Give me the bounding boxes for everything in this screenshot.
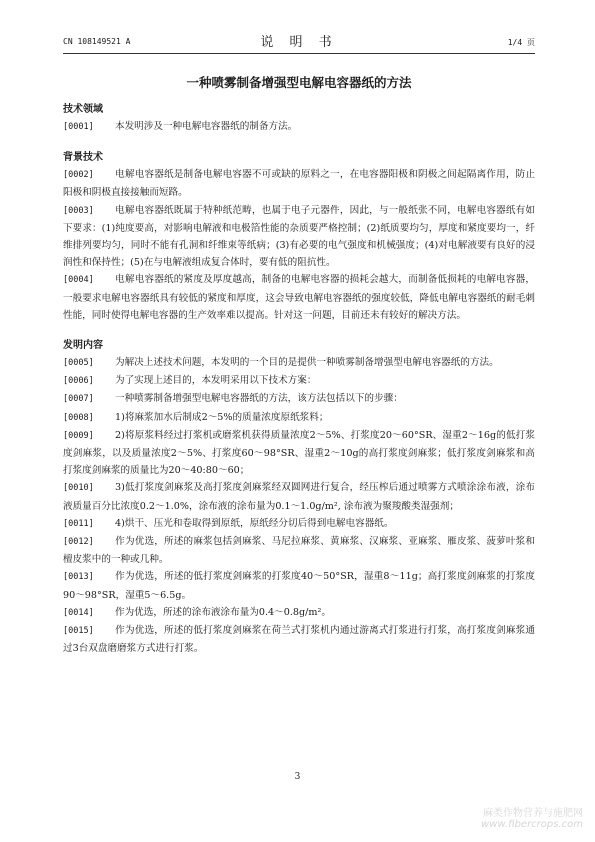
paragraph-number: [0012] — [63, 537, 94, 548]
paragraph-number: [0001] — [63, 122, 94, 132]
paragraph-number: [0013] — [63, 572, 94, 583]
paragraph-text: 本发明涉及一种电解电容器纸的制备方法。 — [115, 121, 298, 132]
page-number: 3 — [294, 772, 301, 782]
watermark-site-name: 麻类作物营养与施肥网 — [483, 808, 583, 819]
paragraph-number: [0015] — [63, 626, 94, 637]
section-heading: 技术领域 — [63, 104, 103, 115]
paragraph — [63, 118, 535, 136]
paragraph-text: 电解电容器纸是制备电解电容器不可或缺的原料之一，在电容器阳极和阴极之间起隔离作用，防止阳极和阴极直接接触而短路。 — [63, 169, 535, 199]
paragraph-number: [0007] — [63, 394, 94, 405]
document-number: CN 108149521 A — [63, 37, 131, 46]
paragraph-number: [0008] — [63, 412, 94, 423]
paragraph-text: 作为优选，所述的麻浆包括剑麻浆、马尼拉麻浆、黄麻浆、汉麻浆、亚麻浆、雁皮浆、菠萝叶浆和檀皮浆中的一种或几种。 — [63, 536, 535, 566]
paragraph — [63, 202, 535, 272]
paragraph-text: 电解电容器纸的紧度及厚度越高，制备的电解电容器的损耗会越大，而制备低损耗的电解电容器，一般要求电解电容器纸具有较低的紧度和厚度，这会导致电解电容器纸的强度较低，降低电解电容器纸的耐毛刺性能，同时使得电解电容器的生产效率难以提高。针对这一问题，目前还未有较好的解决方法。 — [63, 274, 535, 321]
paragraph-text: 2)将原浆料经过打浆机或磨浆机获得质量浓度2～5%、打浆度20～60°SR、湿重2～16g的低打浆度剑麻浆，以及质量浓度2～5%、打浆度60～98°SR、湿重2～10g的高打浆度剑麻浆；低打浆度剑麻浆和高打浆度剑麻浆的质量比为20～40:80～60； — [63, 429, 535, 477]
paragraph-number: [0011] — [63, 518, 94, 529]
paragraph-number: [0004] — [63, 275, 94, 286]
page-indicator: 1/4 页 — [507, 38, 535, 47]
paragraph — [63, 604, 535, 622]
paragraph-text: 4)烘干、压光和卷取得到原纸，原纸经分切后得到电解电容器纸。 — [115, 517, 394, 529]
paragraph-text: 1)将麻浆加水后制成2～5%的质量浓度原纸浆料； — [115, 411, 329, 423]
page-header — [63, 31, 535, 51]
paragraph-number: [0009] — [63, 430, 94, 441]
paragraph — [63, 271, 535, 324]
section-heading: 发明内容 — [63, 340, 103, 352]
paragraph — [63, 568, 535, 603]
paragraph — [63, 166, 535, 201]
paragraph-number: [0010] — [63, 483, 94, 494]
paragraph — [63, 372, 535, 390]
watermark — [481, 804, 583, 830]
paragraph — [63, 427, 535, 480]
paragraph — [63, 533, 535, 568]
paragraph-text: 作为优选，所述的低打浆度剑麻浆在荷兰式打浆机内通过游离式打浆进行打浆，高打浆度剑麻浆通过3台双盘磨磨浆方式进行打浆。 — [63, 625, 535, 655]
paragraph-text: 3)低打浆度剑麻浆及高打浆度剑麻浆经双圆网进行复合，经压榨后通过喷雾方式喷涂涂布液，涂布液质量百分比浓度0.2～1.0%，涂布液的涂布量为0.1～1.0g/m², 涂布液为聚羧酸类湿强剂； — [63, 482, 535, 512]
paragraph-text: 为解决上述技术问题，本发明的一个目的是提供一种喷雾制备增强型电解电容器纸的方法。 — [115, 357, 499, 369]
paragraph — [63, 515, 535, 533]
paragraph-text: 作为优选，所述的低打浆度剑麻浆的打浆度40～50°SR，湿重8～11g；高打浆度剑麻浆的打浆度90～98°SR，湿重5～6.5g。 — [63, 571, 535, 601]
document-body — [63, 101, 535, 657]
paragraph-text: 作为优选，所述的涂布液涂布量为0.4～0.8g/m²。 — [115, 606, 331, 618]
paragraph-number: [0003] — [63, 205, 94, 216]
paragraph-number: [0006] — [63, 376, 94, 387]
paragraph-number: [0014] — [63, 607, 94, 618]
paragraph-number: [0002] — [63, 170, 94, 181]
paragraph-text: 一种喷雾制备增强型电解电容器纸的方法，该方法包括以下的步骤： — [115, 393, 403, 405]
paragraph — [63, 479, 535, 514]
paragraph — [63, 354, 535, 372]
document-type: 说 明 书 — [260, 35, 338, 50]
document-title: 一种喷雾制备增强型电解电容器纸的方法 — [186, 75, 412, 90]
paragraph-text: 为了实现上述目的，本发明采用以下技术方案： — [115, 375, 317, 387]
paragraph-text: 电解电容器纸既属于特种纸范畴，也属于电子元器件，因此，与一般纸张不同，电解电容器纸有如下要求：(1)纯度要高，对影响电解液和电极箔性能的杂质要严格控制；(2)纸质要均匀，厚度和紧度要均一，纤维排列要均匀，同时不能有孔洞和纤维束等纸病；(3)有必要的电气强度和机械强度；(4)对电解液要有良好的浸润性和保持性；(5)在与电解液组成复合体时，要有低的阻抗性。 — [63, 204, 535, 269]
paragraph-number: [0005] — [63, 358, 94, 369]
paragraph — [63, 409, 535, 427]
section-heading: 背景技术 — [63, 152, 103, 164]
paragraph — [63, 390, 535, 408]
watermark-url: www.fibercrops.com — [481, 819, 583, 830]
header-divider — [63, 53, 535, 54]
paragraph — [63, 622, 535, 657]
